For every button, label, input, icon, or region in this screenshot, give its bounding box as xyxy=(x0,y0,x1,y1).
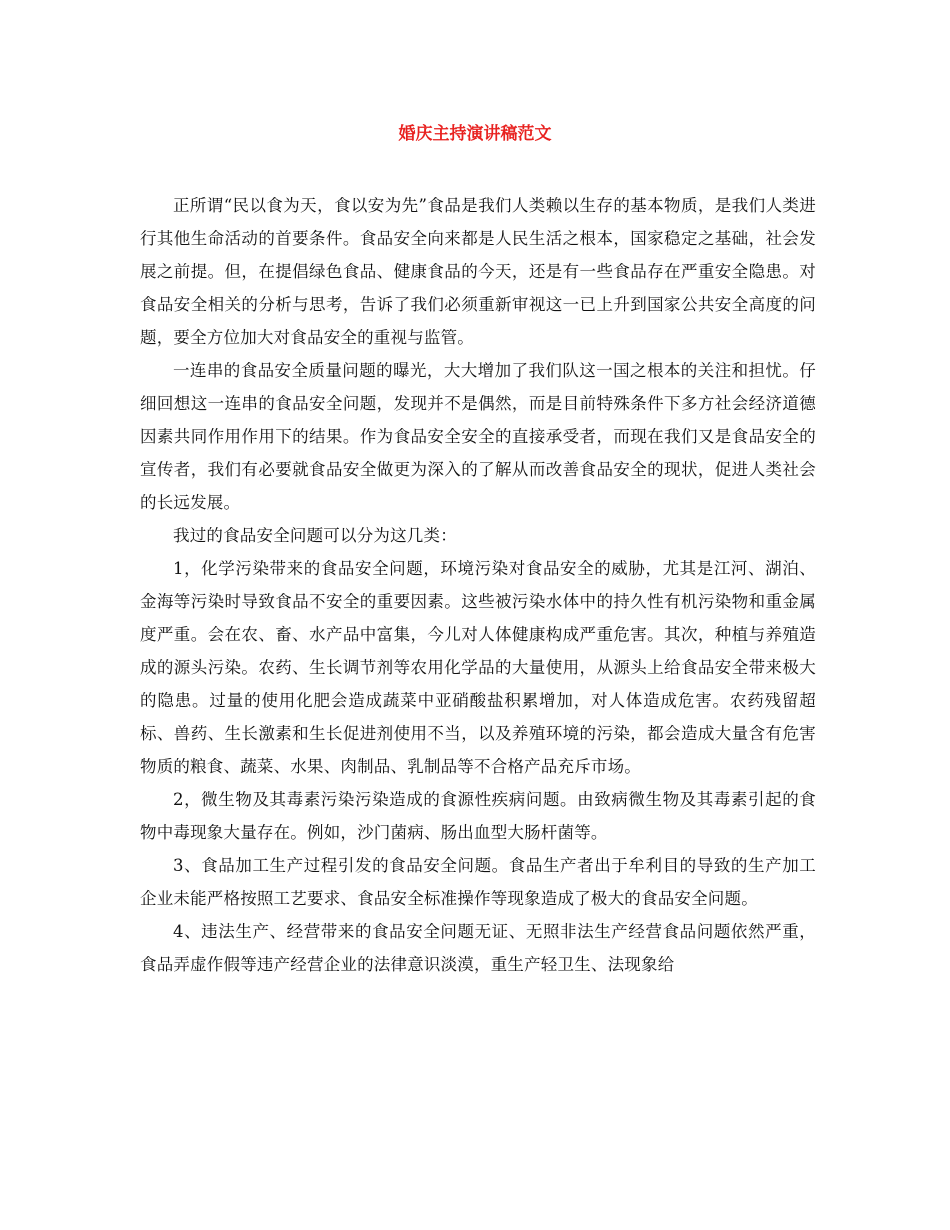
paragraph-item-3: 3、食品加工生产过程引发的食品安全问题。食品生产者出于牟利目的导致的生产加工企业未能严格按照工艺要求、食品安全标准操作等现象造成了极大的食品安全问题。 xyxy=(140,856,816,908)
paragraph-exposure: 一连串的食品安全质量问题的曝光，大大增加了我们队这一国之根本的关注和担忧。仔细回想这一连串的食品安全问题，发现并不是偶然，而是目前特殊条件下多方社会经济道德因素共同作用作用下的结果。作为食品安全安全的直接承受者，而现在我们又是食品安全的宣传者，我们有必要就食品安全做更为深入的了解从而改善食品安全的现状，促进人类社会的长远发展。 xyxy=(140,361,816,512)
paragraph-intro: 正所谓“民以食为天，食以安为先”食品是我们人类赖以生存的基本物质，是我们人类进行其他生命活动的首要条件。食品安全向来都是人民生活之根本，国家稳定之基础，社会发展之前提。但，在提倡绿色食品、健康食品的今天，还是有一些食品存在严重安全隐患。对食品安全相关的分析与思考，告诉了我们必须重新审视这一已上升到国家公共安全高度的问题，要全方位加大对食品安全的重视与监管。 xyxy=(140,196,816,347)
paragraph-item-2: 2，微生物及其毒素污染污染造成的食源性疾病问题。由致病微生物及其毒素引起的食物中毒现象大量存在。例如，沙门菌病、肠出血型大肠杆菌等。 xyxy=(140,790,816,842)
paragraph-categories-heading: 我过的食品安全问题可以分为这几类： xyxy=(173,526,457,545)
document-body xyxy=(140,189,816,981)
paragraph-item-1: 1，化学污染带来的食品安全问题，环境污染对食品安全的威胁，尤其是江河、湖泊、金海等污染时导致食品不安全的重要因素。这些被污染水体中的持久性有机污染物和重金属度严重。会在农、畜、水产品中富集，今儿对人体健康构成严重危害。其次，种植与养殖造成的源头污染。农药、生长调节剂等农用化学品的大量使用，从源头上给食品安全带来极大的隐患。过量的使用化肥会造成蔬菜中亚硝酸盐积累增加，对人体造成危害。农药残留超标、兽药、生长激素和生长促进剂使用不当，以及养殖环境的污染，都会造成大量含有危害物质的粮食、蔬菜、水果、肉制品、乳制品等不合格产品充斥市场。 xyxy=(140,559,816,776)
paragraph-item-4: 4、违法生产、经营带来的食品安全问题无证、无照非法生产经营食品问题依然严重，食品弄虚作假等违产经营企业的法律意识淡漠，重生产轻卫生、法现象给 xyxy=(140,922,816,974)
document-title: 婚庆主持演讲稿范文 xyxy=(398,124,552,144)
